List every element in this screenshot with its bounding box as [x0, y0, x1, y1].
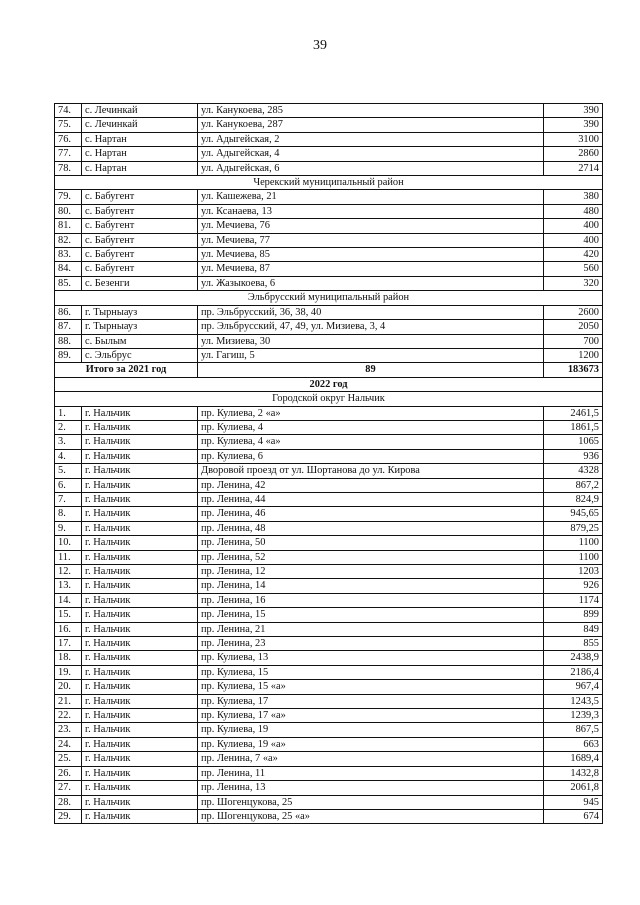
address-cell: пр. Кулиева, 17 «а»: [198, 709, 544, 723]
locality-cell: с. Безенги: [82, 276, 198, 290]
value-cell: 1100: [544, 536, 603, 550]
value-cell: 2600: [544, 305, 603, 319]
locality-cell: с. Нартан: [82, 147, 198, 161]
locality-cell: г. Нальчик: [82, 809, 198, 823]
value-cell: 4328: [544, 464, 603, 478]
row-number: 76.: [55, 132, 82, 146]
table-row: [55, 521, 603, 535]
table-row: [55, 694, 603, 708]
table-row: [55, 593, 603, 607]
address-cell: ул. Гагиш, 5: [198, 348, 544, 362]
row-number: 4.: [55, 449, 82, 463]
table-row: [55, 752, 603, 766]
row-number: 89.: [55, 348, 82, 362]
row-number: 3.: [55, 435, 82, 449]
total-label: Итого за 2021 год: [55, 363, 198, 377]
row-number: 13.: [55, 579, 82, 593]
row-number: 10.: [55, 536, 82, 550]
year-header-2022: [55, 377, 603, 391]
locality-cell: г. Нальчик: [82, 622, 198, 636]
address-cell: Дворовой проезд от ул. Шортанова до ул. Кирова: [198, 464, 544, 478]
row-number: 1.: [55, 406, 82, 420]
address-cell: ул. Адыгейская, 6: [198, 161, 544, 175]
locality-cell: с. Бабугент: [82, 204, 198, 218]
address-cell: пр. Ленина, 14: [198, 579, 544, 593]
locality-cell: г. Нальчик: [82, 637, 198, 651]
locality-cell: с. Бабугент: [82, 262, 198, 276]
value-cell: 1203: [544, 565, 603, 579]
address-cell: ул. Мечиева, 85: [198, 248, 544, 262]
value-cell: 1239,3: [544, 709, 603, 723]
value-cell: 1861,5: [544, 420, 603, 434]
value-cell: 390: [544, 104, 603, 118]
row-number: 28.: [55, 795, 82, 809]
row-number: 6.: [55, 478, 82, 492]
table-row: [55, 248, 603, 262]
total-value: 183673: [544, 363, 603, 377]
value-cell: 480: [544, 204, 603, 218]
table-row: [55, 464, 603, 478]
locality-cell: г. Нальчик: [82, 709, 198, 723]
value-cell: 2186,4: [544, 665, 603, 679]
address-cell: пр. Ленина, 42: [198, 478, 544, 492]
row-number: 16.: [55, 622, 82, 636]
address-cell: ул. Мечиева, 87: [198, 262, 544, 276]
table-row: [55, 637, 603, 651]
table-row: [55, 622, 603, 636]
address-cell: ул. Мечиева, 76: [198, 219, 544, 233]
table-row: [55, 204, 603, 218]
section-header-nalchik: [55, 392, 603, 406]
table-row: [55, 348, 603, 362]
value-cell: 2860: [544, 147, 603, 161]
table-row: [55, 550, 603, 564]
address-cell: пр. Кулиева, 2 «а»: [198, 406, 544, 420]
value-cell: 936: [544, 449, 603, 463]
table-row: [55, 435, 603, 449]
address-cell: пр. Ленина, 21: [198, 622, 544, 636]
address-cell: пр. Кулиева, 19 «а»: [198, 737, 544, 751]
value-cell: 1174: [544, 593, 603, 607]
locality-cell: г. Нальчик: [82, 781, 198, 795]
section-header-elbrus: [55, 291, 603, 305]
locality-cell: с. Бабугент: [82, 190, 198, 204]
address-cell: пр. Ленина, 7 «а»: [198, 752, 544, 766]
address-cell: пр. Ленина, 48: [198, 521, 544, 535]
row-number: 79.: [55, 190, 82, 204]
table-row: [55, 680, 603, 694]
table-row: [55, 147, 603, 161]
row-number: 84.: [55, 262, 82, 276]
address-cell: пр. Ленина, 15: [198, 608, 544, 622]
locality-cell: г. Нальчик: [82, 651, 198, 665]
row-number: 80.: [55, 204, 82, 218]
table-row: [55, 565, 603, 579]
row-number: 11.: [55, 550, 82, 564]
table-row: [55, 766, 603, 780]
section-title: Черекский муниципальный район: [55, 176, 603, 190]
table-row: [55, 651, 603, 665]
row-number: 15.: [55, 608, 82, 622]
table-row: [55, 608, 603, 622]
row-number: 29.: [55, 809, 82, 823]
row-number: 9.: [55, 521, 82, 535]
value-cell: 1065: [544, 435, 603, 449]
address-cell: ул. Канукоева, 285: [198, 104, 544, 118]
value-cell: 560: [544, 262, 603, 276]
table-row: [55, 795, 603, 809]
table-row: [55, 507, 603, 521]
row-number: 83.: [55, 248, 82, 262]
address-cell: пр. Эльбрусский, 36, 38, 40: [198, 305, 544, 319]
value-cell: 1689,4: [544, 752, 603, 766]
address-cell: пр. Кулиева, 15: [198, 665, 544, 679]
address-cell: ул. Мечиева, 77: [198, 233, 544, 247]
locality-cell: г. Нальчик: [82, 608, 198, 622]
table-row: [55, 276, 603, 290]
locality-cell: г. Нальчик: [82, 521, 198, 535]
locality-cell: с. Эльбрус: [82, 348, 198, 362]
rows-group-d: [55, 406, 603, 824]
row-number: 88.: [55, 334, 82, 348]
address-cell: ул. Адыгейская, 2: [198, 132, 544, 146]
address-cell: пр. Шогенцукова, 25 «а»: [198, 809, 544, 823]
address-cell: пр. Ленина, 23: [198, 637, 544, 651]
locality-cell: с. Лечинкай: [82, 104, 198, 118]
value-cell: 390: [544, 118, 603, 132]
locality-cell: г. Нальчик: [82, 435, 198, 449]
table-row: [55, 709, 603, 723]
row-number: 12.: [55, 565, 82, 579]
row-number: 75.: [55, 118, 82, 132]
year-title: 2022 год: [55, 377, 603, 391]
locality-cell: г. Нальчик: [82, 579, 198, 593]
row-number: 87.: [55, 320, 82, 334]
locality-cell: г. Нальчик: [82, 795, 198, 809]
value-cell: 320: [544, 276, 603, 290]
address-cell: пр. Кулиева, 19: [198, 723, 544, 737]
section-title: Городской округ Нальчик: [55, 392, 603, 406]
locality-cell: г. Нальчик: [82, 565, 198, 579]
row-number: 22.: [55, 709, 82, 723]
value-cell: 967,4: [544, 680, 603, 694]
locality-cell: г. Нальчик: [82, 420, 198, 434]
locality-cell: с. Лечинкай: [82, 118, 198, 132]
row-number: 77.: [55, 147, 82, 161]
value-cell: 380: [544, 190, 603, 204]
value-cell: 3100: [544, 132, 603, 146]
value-cell: 2061,8: [544, 781, 603, 795]
table-row: [55, 219, 603, 233]
locality-cell: г. Нальчик: [82, 507, 198, 521]
address-cell: ул. Адыгейская, 4: [198, 147, 544, 161]
row-number: 74.: [55, 104, 82, 118]
row-number: 26.: [55, 766, 82, 780]
row-number: 8.: [55, 507, 82, 521]
locality-cell: г. Нальчик: [82, 492, 198, 506]
address-cell: ул. Ксанаева, 13: [198, 204, 544, 218]
value-cell: 2461,5: [544, 406, 603, 420]
table-row: [55, 161, 603, 175]
rows-group-c: [55, 305, 603, 363]
table-row: [55, 478, 603, 492]
value-cell: 945: [544, 795, 603, 809]
address-cell: пр. Ленина, 12: [198, 565, 544, 579]
value-cell: 879,25: [544, 521, 603, 535]
locality-cell: г. Нальчик: [82, 737, 198, 751]
row-number: 14.: [55, 593, 82, 607]
address-cell: ул. Кашежева, 21: [198, 190, 544, 204]
address-cell: пр. Ленина, 11: [198, 766, 544, 780]
total-row-2021: [55, 363, 603, 377]
locality-cell: с. Бабугент: [82, 219, 198, 233]
table-row: [55, 809, 603, 823]
locality-cell: г. Нальчик: [82, 449, 198, 463]
value-cell: 1432,8: [544, 766, 603, 780]
table-row: [55, 579, 603, 593]
row-number: 27.: [55, 781, 82, 795]
table-row: [55, 781, 603, 795]
table-row: [55, 132, 603, 146]
row-number: 23.: [55, 723, 82, 737]
locality-cell: г. Тырныауз: [82, 320, 198, 334]
value-cell: 855: [544, 637, 603, 651]
row-number: 85.: [55, 276, 82, 290]
table-row: [55, 190, 603, 204]
value-cell: 400: [544, 233, 603, 247]
locality-cell: с. Былым: [82, 334, 198, 348]
value-cell: 899: [544, 608, 603, 622]
address-cell: пр. Ленина, 16: [198, 593, 544, 607]
value-cell: 2050: [544, 320, 603, 334]
value-cell: 663: [544, 737, 603, 751]
address-cell: пр. Ленина, 52: [198, 550, 544, 564]
value-cell: 824,9: [544, 492, 603, 506]
locality-cell: г. Нальчик: [82, 593, 198, 607]
row-number: 19.: [55, 665, 82, 679]
row-number: 82.: [55, 233, 82, 247]
locality-cell: г. Нальчик: [82, 723, 198, 737]
row-number: 7.: [55, 492, 82, 506]
row-number: 24.: [55, 737, 82, 751]
locality-cell: г. Нальчик: [82, 680, 198, 694]
locality-cell: г. Нальчик: [82, 752, 198, 766]
table-row: [55, 334, 603, 348]
table-row: [55, 449, 603, 463]
address-cell: пр. Кулиева, 6: [198, 449, 544, 463]
address-cell: пр. Кулиева, 13: [198, 651, 544, 665]
address-cell: пр. Кулиева, 4 «а»: [198, 435, 544, 449]
section-title: Эльбрусский муниципальный район: [55, 291, 603, 305]
rows-group-a: [55, 104, 603, 176]
locality-cell: с. Нартан: [82, 132, 198, 146]
locality-cell: г. Нальчик: [82, 478, 198, 492]
address-cell: пр. Ленина, 44: [198, 492, 544, 506]
value-cell: 945,65: [544, 507, 603, 521]
value-cell: 926: [544, 579, 603, 593]
row-number: 5.: [55, 464, 82, 478]
address-cell: ул. Канукоева, 287: [198, 118, 544, 132]
total-count: 89: [198, 363, 544, 377]
value-cell: 1243,5: [544, 694, 603, 708]
value-cell: 1100: [544, 550, 603, 564]
locality-cell: г. Нальчик: [82, 550, 198, 564]
address-cell: пр. Ленина, 13: [198, 781, 544, 795]
row-number: 78.: [55, 161, 82, 175]
table-row: [55, 723, 603, 737]
address-cell: пр. Шогенцукова, 25: [198, 795, 544, 809]
table-row: [55, 305, 603, 319]
table-row: [55, 665, 603, 679]
locality-cell: г. Нальчик: [82, 694, 198, 708]
table-row: [55, 492, 603, 506]
table-row: [55, 536, 603, 550]
row-number: 2.: [55, 420, 82, 434]
row-number: 86.: [55, 305, 82, 319]
value-cell: 674: [544, 809, 603, 823]
value-cell: 2438,9: [544, 651, 603, 665]
locality-cell: г. Нальчик: [82, 665, 198, 679]
addresses-table: [54, 103, 603, 824]
page-number: 39: [313, 38, 327, 53]
value-cell: 867,5: [544, 723, 603, 737]
locality-cell: г. Тырныауз: [82, 305, 198, 319]
row-number: 17.: [55, 637, 82, 651]
address-cell: ул. Жазыкоева, 6: [198, 276, 544, 290]
value-cell: 867,2: [544, 478, 603, 492]
value-cell: 700: [544, 334, 603, 348]
value-cell: 2714: [544, 161, 603, 175]
locality-cell: г. Нальчик: [82, 536, 198, 550]
row-number: 18.: [55, 651, 82, 665]
address-cell: пр. Кулиева, 4: [198, 420, 544, 434]
address-cell: пр. Кулиева, 17: [198, 694, 544, 708]
locality-cell: с. Бабугент: [82, 233, 198, 247]
locality-cell: г. Нальчик: [82, 406, 198, 420]
table-row: [55, 104, 603, 118]
row-number: 21.: [55, 694, 82, 708]
table-row: [55, 262, 603, 276]
table-row: [55, 118, 603, 132]
address-cell: пр. Кулиева, 15 «а»: [198, 680, 544, 694]
address-cell: пр. Эльбрусский, 47, 49, ул. Мизиева, 3, 4: [198, 320, 544, 334]
row-number: 25.: [55, 752, 82, 766]
value-cell: 849: [544, 622, 603, 636]
table-row: [55, 233, 603, 247]
address-cell: пр. Ленина, 46: [198, 507, 544, 521]
address-cell: пр. Ленина, 50: [198, 536, 544, 550]
table-row: [55, 406, 603, 420]
row-number: 20.: [55, 680, 82, 694]
value-cell: 420: [544, 248, 603, 262]
section-header-cherek: [55, 176, 603, 190]
table-row: [55, 320, 603, 334]
address-cell: ул. Мизиева, 30: [198, 334, 544, 348]
locality-cell: с. Бабугент: [82, 248, 198, 262]
value-cell: 1200: [544, 348, 603, 362]
table-row: [55, 737, 603, 751]
locality-cell: г. Нальчик: [82, 766, 198, 780]
locality-cell: г. Нальчик: [82, 464, 198, 478]
rows-group-b: [55, 190, 603, 291]
value-cell: 400: [544, 219, 603, 233]
table-row: [55, 420, 603, 434]
row-number: 81.: [55, 219, 82, 233]
locality-cell: с. Нартан: [82, 161, 198, 175]
